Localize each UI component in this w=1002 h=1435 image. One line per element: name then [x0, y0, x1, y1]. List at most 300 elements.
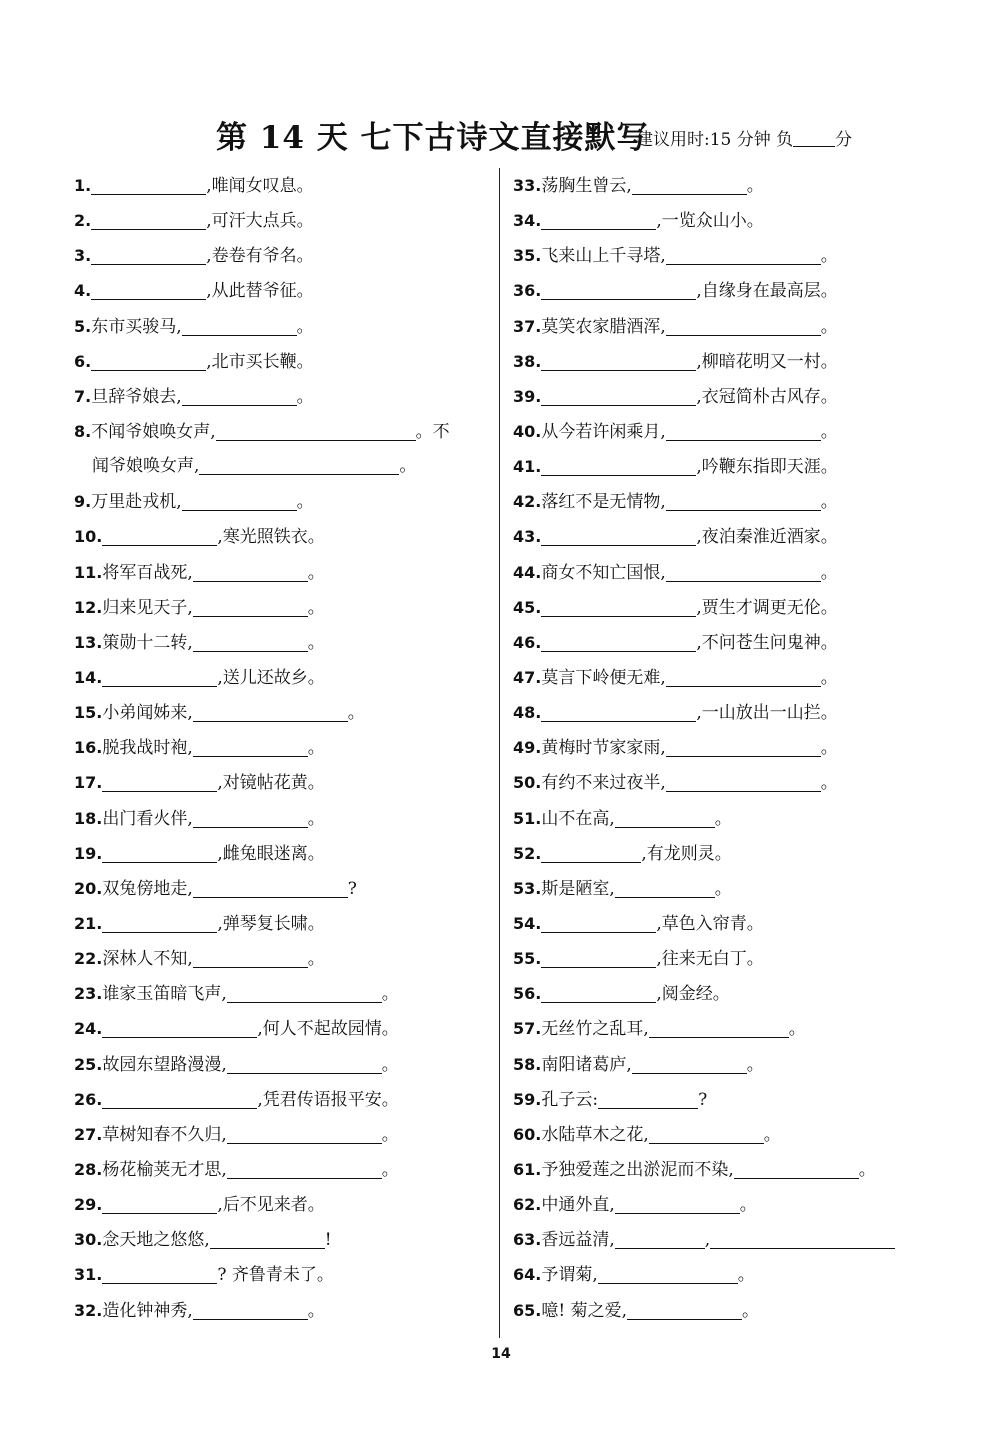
item-text: ,对镜帖花黄。 [217, 773, 325, 794]
item-text: 莫笑农家腊酒浑, [541, 316, 666, 337]
answer-blank[interactable] [182, 488, 297, 511]
item-text: 飞来山上千寻塔, [541, 246, 666, 267]
item-text: 故园东望路漫漫, [102, 1054, 227, 1075]
item-text: 噫! 菊之爱, [541, 1300, 627, 1321]
item-number: 61. [513, 1159, 542, 1179]
score-blank[interactable] [793, 128, 835, 147]
item-text: 斯是陋室, [541, 878, 615, 899]
answer-blank[interactable] [102, 664, 217, 687]
answer-blank[interactable] [193, 699, 348, 722]
list-item [74, 1257, 490, 1292]
item-number: 54. [513, 913, 542, 933]
answer-blank[interactable] [102, 769, 217, 792]
list-item [74, 590, 490, 625]
item-number: 60. [513, 1124, 542, 1144]
item-text: 。 [858, 1159, 876, 1180]
answer-blank[interactable] [627, 1297, 742, 1320]
answer-blank[interactable] [598, 1261, 738, 1284]
list-item [513, 1187, 933, 1222]
item-text: 。 [746, 1054, 764, 1075]
item-text: 。 [296, 492, 314, 513]
page-number: 14 [491, 1346, 511, 1362]
item-text: ? 齐鲁青未了。 [217, 1265, 334, 1286]
item-number: 8. [74, 421, 92, 441]
list-item [74, 414, 490, 449]
answer-blank[interactable] [615, 875, 715, 898]
page-title: 第 14 天 七下古诗文直接默写 [216, 120, 649, 156]
item-text: 从今若许闲乘月, [541, 421, 666, 442]
list-item [513, 1257, 933, 1292]
answer-blank[interactable] [666, 734, 821, 757]
item-text: 予独爱莲之出淤泥而不染, [541, 1159, 734, 1180]
answer-blank[interactable] [102, 523, 217, 546]
list-item [74, 801, 490, 836]
item-number: 16. [74, 738, 103, 758]
item-text: 。 [820, 562, 838, 583]
list-item [74, 203, 490, 238]
item-text: 无丝竹之乱耳, [541, 1019, 649, 1040]
item-text: 。 [788, 1019, 806, 1040]
list-item [513, 625, 933, 660]
item-text: 。不 [415, 421, 450, 442]
item-number: 39. [513, 386, 542, 406]
item-text: ? [698, 1089, 708, 1110]
list-item [513, 1222, 933, 1257]
list-item [74, 1152, 490, 1187]
item-text: ,凭君传语报平安。 [257, 1089, 399, 1110]
list-item [513, 976, 933, 1011]
item-number: 45. [513, 597, 542, 617]
item-text: 。 [714, 808, 732, 829]
item-number: 52. [513, 843, 542, 863]
list-item [513, 449, 933, 484]
answer-blank[interactable] [102, 1015, 257, 1038]
column-divider [499, 168, 500, 1338]
list-item [74, 519, 490, 554]
item-number: 29. [74, 1195, 103, 1215]
item-number: 22. [74, 949, 103, 969]
item-text: 。 [741, 1300, 759, 1321]
item-number: 23. [74, 984, 103, 1004]
list-item [513, 414, 933, 449]
list-item [513, 836, 933, 871]
item-text: 出门看火伴, [102, 808, 193, 829]
list-item [513, 203, 933, 238]
item-number: 42. [513, 492, 542, 512]
list-item [74, 238, 490, 273]
list-item [74, 906, 490, 941]
item-text: 。 [347, 703, 365, 724]
answer-blank[interactable] [91, 277, 206, 300]
answer-blank[interactable] [541, 945, 656, 968]
answer-blank[interactable] [632, 172, 747, 195]
item-number: 12. [74, 597, 103, 617]
answer-blank[interactable] [193, 629, 308, 652]
answer-blank[interactable] [102, 910, 217, 933]
item-number: 18. [74, 808, 103, 828]
answer-blank[interactable] [227, 1051, 382, 1074]
list-item [74, 625, 490, 660]
item-number: 64. [513, 1265, 542, 1285]
list-item [74, 1117, 490, 1152]
list-item [513, 660, 933, 695]
item-text: ,送儿还故乡。 [217, 667, 325, 688]
list-item [74, 379, 490, 414]
item-number: 51. [513, 808, 542, 828]
answer-blank[interactable] [227, 1121, 382, 1144]
item-text: ,唯闻女叹息。 [206, 176, 314, 196]
answer-blank[interactable] [666, 418, 821, 441]
item-text: ,一览众山小。 [656, 211, 764, 232]
item-text: 造化钟神秀, [102, 1300, 193, 1321]
answer-blank[interactable] [666, 242, 821, 265]
item-text: ,弹琴复长啸。 [217, 913, 325, 934]
list-item [513, 1082, 933, 1117]
answer-blank[interactable] [541, 629, 696, 652]
item-text: ,寒光照铁衣。 [217, 527, 325, 548]
answer-blank[interactable] [666, 769, 821, 792]
item-number: 5. [74, 316, 92, 336]
item-text: ? [347, 878, 357, 899]
item-number: 1. [74, 176, 92, 195]
item-text: 将军百战死, [102, 562, 193, 583]
item-number: 28. [74, 1159, 103, 1179]
answer-blank[interactable] [666, 664, 821, 687]
answer-blank[interactable] [666, 559, 821, 582]
list-item [513, 309, 933, 344]
list-item [513, 238, 933, 273]
item-number: 37. [513, 316, 542, 336]
item-number: 25. [74, 1054, 103, 1074]
item-text: 念天地之悠悠, [102, 1230, 210, 1251]
item-text: 。 [307, 808, 325, 829]
list-item [513, 1293, 933, 1328]
item-number: 33. [513, 176, 542, 195]
item-text: 闻爷娘唤女声, [92, 456, 200, 477]
list-item [74, 273, 490, 308]
item-text: ,北市买长鞭。 [206, 351, 314, 372]
answer-blank[interactable] [615, 1191, 740, 1214]
item-number: 4. [74, 281, 92, 301]
item-number: 15. [74, 703, 103, 723]
item-text: ,自缘身在最高层。 [696, 281, 838, 302]
item-number: 10. [74, 527, 103, 547]
answer-blank[interactable] [541, 594, 696, 617]
item-number: 20. [74, 878, 103, 898]
item-text: 商女不知亡国恨, [541, 562, 666, 583]
item-number: 30. [74, 1230, 103, 1250]
list-item [74, 555, 490, 590]
item-text: 。 [820, 667, 838, 688]
list-item [74, 976, 490, 1011]
time-note [636, 125, 852, 150]
item-number: 59. [513, 1089, 542, 1109]
list-item [74, 941, 490, 976]
list-item [513, 765, 933, 800]
list-item [74, 660, 490, 695]
item-text: 。 [307, 562, 325, 583]
answer-blank[interactable] [541, 348, 696, 371]
item-number: 34. [513, 211, 542, 231]
item-text: 。 [820, 492, 838, 513]
item-text: 。 [307, 632, 325, 653]
list-item [513, 590, 933, 625]
item-text: 。 [381, 984, 399, 1005]
item-number: 7. [74, 386, 92, 406]
answer-blank[interactable] [193, 1297, 308, 1320]
item-number: 49. [513, 738, 542, 758]
answer-blank[interactable] [632, 1051, 747, 1074]
item-text: 。 [746, 176, 764, 196]
answer-blank[interactable] [102, 840, 217, 863]
list-item [74, 1011, 490, 1046]
answer-blank[interactable] [227, 980, 382, 1003]
list-item [74, 765, 490, 800]
item-text: 。 [820, 316, 838, 337]
list-item [74, 1187, 490, 1222]
item-number: 17. [74, 773, 103, 793]
list-item [74, 484, 490, 519]
item-text: 水陆草木之花, [541, 1124, 649, 1145]
item-number: 36. [513, 281, 542, 301]
item-text: ! [324, 1230, 332, 1251]
item-number: 58. [513, 1054, 542, 1074]
item-text: 双兔傍地走, [102, 878, 193, 899]
answer-blank[interactable] [734, 1156, 859, 1179]
item-text: 孔子云: [541, 1089, 599, 1110]
item-text: 不闻爷娘唤女声, [91, 421, 216, 442]
answer-blank[interactable] [193, 805, 308, 828]
answer-blank[interactable] [541, 699, 696, 722]
item-number: 41. [513, 457, 542, 477]
list-item [513, 730, 933, 765]
item-text: ,阅金经。 [656, 984, 730, 1005]
right-column [513, 168, 933, 1328]
answer-blank[interactable] [102, 1261, 217, 1284]
item-number: 38. [513, 351, 542, 371]
item-text: 旦辞爷娘去, [91, 386, 182, 407]
list-item [513, 344, 933, 379]
list-item [74, 1082, 490, 1117]
item-text: 黄梅时节家家雨, [541, 738, 666, 759]
answer-blank[interactable] [615, 1226, 705, 1249]
item-text: 策勋十二转, [102, 632, 193, 653]
list-item [513, 379, 933, 414]
item-text: ,后不见来者。 [217, 1195, 325, 1216]
answer-blank[interactable] [210, 1226, 325, 1249]
item-number: 53. [513, 878, 542, 898]
item-text: ,可汗大点兵。 [206, 211, 314, 232]
answer-blank[interactable] [541, 277, 696, 300]
answer-blank[interactable] [91, 242, 206, 265]
list-item [74, 871, 490, 906]
item-number: 32. [74, 1300, 103, 1320]
item-number: 3. [74, 246, 92, 266]
item-number: 24. [74, 1019, 103, 1039]
item-text: 。 [820, 773, 838, 794]
answer-blank[interactable] [216, 418, 416, 441]
answer-blank[interactable] [91, 207, 206, 230]
item-number: 35. [513, 246, 542, 266]
list-item [513, 1117, 933, 1152]
list-item [74, 344, 490, 379]
list-item-continuation [74, 449, 490, 484]
answer-blank[interactable] [666, 488, 821, 511]
item-number: 57. [513, 1019, 542, 1039]
answer-blank[interactable] [102, 1191, 217, 1214]
item-number: 47. [513, 667, 542, 687]
item-text: ,柳暗花明又一村。 [696, 351, 838, 372]
score-suffix: 分 [835, 130, 853, 150]
item-text: 归来见天子, [102, 597, 193, 618]
item-text: 莫言下岭便无难, [541, 667, 666, 688]
item-text: 予谓菊, [541, 1265, 598, 1286]
list-item [74, 1293, 490, 1328]
answer-blank[interactable] [541, 207, 656, 230]
list-item [513, 906, 933, 941]
item-text: ,一山放出一山拦。 [696, 703, 838, 724]
item-text: 。 [763, 1124, 781, 1145]
item-number: 63. [513, 1230, 542, 1250]
answer-blank[interactable] [615, 805, 715, 828]
item-number: 13. [74, 632, 103, 652]
time-note-text: 建议用时:15 分钟 负 [636, 130, 794, 150]
answer-blank[interactable] [102, 1086, 257, 1109]
list-item [513, 871, 933, 906]
list-item [513, 484, 933, 519]
list-item [513, 1047, 933, 1082]
item-number: 56. [513, 984, 542, 1004]
item-text: ,雌兔眼迷离。 [217, 843, 325, 864]
answer-blank[interactable] [91, 348, 206, 371]
item-text: 脱我战时袍, [102, 738, 193, 759]
item-text: 。 [307, 738, 325, 759]
item-text: ,卷卷有爷名。 [206, 246, 314, 267]
list-item [74, 836, 490, 871]
item-text: 。 [737, 1265, 755, 1286]
item-number: 46. [513, 632, 542, 652]
item-text: ,衣冠简朴古风存。 [696, 386, 838, 407]
list-item [513, 519, 933, 554]
item-number: 27. [74, 1124, 103, 1144]
item-number: 19. [74, 843, 103, 863]
list-item [513, 801, 933, 836]
answer-blank[interactable] [193, 594, 308, 617]
answer-blank[interactable] [91, 172, 206, 195]
item-text: 。 [820, 738, 838, 759]
answer-blank[interactable] [199, 452, 399, 475]
item-text: 。 [307, 949, 325, 970]
item-text: 深林人不知, [102, 949, 193, 970]
item-text: 。 [381, 1054, 399, 1075]
item-text: 。 [739, 1195, 757, 1216]
item-text: ,贾生才调更无伦。 [696, 597, 838, 618]
list-item [513, 555, 933, 590]
item-text: 。 [399, 456, 417, 477]
item-number: 48. [513, 703, 542, 723]
item-text: 落红不是无情物, [541, 492, 666, 513]
item-text: ,夜泊秦淮近酒家。 [696, 527, 838, 548]
item-number: 31. [74, 1265, 103, 1285]
list-item [74, 1047, 490, 1082]
item-number: 50. [513, 773, 542, 793]
answer-blank[interactable] [649, 1015, 789, 1038]
item-text: 南阳诸葛庐, [541, 1054, 632, 1075]
list-item [513, 695, 933, 730]
answer-blank[interactable] [227, 1156, 382, 1179]
item-text: 有约不来过夜半, [541, 773, 666, 794]
answer-blank[interactable] [666, 313, 821, 336]
answer-blank[interactable] [182, 383, 297, 406]
item-text: ,不问苍生问鬼神。 [696, 632, 838, 653]
list-item [513, 1011, 933, 1046]
item-text: 。 [714, 878, 732, 899]
list-item [74, 695, 490, 730]
item-text: 。 [381, 1124, 399, 1145]
item-text: , [704, 1230, 711, 1251]
answer-blank[interactable] [541, 383, 696, 406]
item-text: 。 [296, 316, 314, 337]
list-item [513, 273, 933, 308]
item-text: ,草色入帘青。 [656, 913, 764, 934]
item-number: 26. [74, 1089, 103, 1109]
answer-blank[interactable] [193, 559, 308, 582]
item-number: 40. [513, 421, 542, 441]
item-text: 东市买骏马, [91, 316, 182, 337]
answer-blank[interactable] [598, 1086, 698, 1109]
list-item [74, 1222, 490, 1257]
item-number: 65. [513, 1300, 542, 1320]
item-number: 14. [74, 667, 103, 687]
answer-blank[interactable] [182, 313, 297, 336]
list-item [513, 941, 933, 976]
answer-blank[interactable] [541, 523, 696, 546]
item-text: 。 [820, 246, 838, 267]
item-number: 43. [513, 527, 542, 547]
list-item [74, 309, 490, 344]
answer-blank[interactable] [193, 875, 348, 898]
answer-blank[interactable] [541, 453, 696, 476]
item-number: 21. [74, 913, 103, 933]
item-text: 。 [307, 1300, 325, 1321]
item-text: ,吟鞭东指即天涯。 [696, 457, 838, 478]
item-text: 荡胸生曾云, [541, 176, 632, 196]
answer-blank[interactable] [710, 1226, 895, 1249]
item-text: 。 [381, 1159, 399, 1180]
item-text: ,往来无白丁。 [656, 949, 764, 970]
item-number: 11. [74, 562, 103, 582]
item-text: 小弟闻姊来, [102, 703, 193, 724]
item-number: 9. [74, 492, 92, 512]
item-text: 谁家玉笛暗飞声, [102, 984, 227, 1005]
item-text: ,从此替爷征。 [206, 281, 314, 302]
item-text: 万里赴戎机, [91, 492, 182, 513]
answer-blank[interactable] [541, 980, 656, 1003]
answer-blank[interactable] [649, 1121, 764, 1144]
answer-blank[interactable] [193, 945, 308, 968]
item-number: 2. [74, 211, 92, 231]
item-text: 香远益清, [541, 1230, 615, 1251]
answer-blank[interactable] [541, 910, 656, 933]
item-number: 55. [513, 949, 542, 969]
answer-blank[interactable] [193, 734, 308, 757]
item-text: ,有龙则灵。 [641, 843, 732, 864]
item-text: ,何人不起故园情。 [257, 1019, 399, 1040]
item-text: 中通外直, [541, 1195, 615, 1216]
item-text: 山不在高, [541, 808, 615, 829]
list-item [513, 1152, 933, 1187]
answer-blank[interactable] [541, 840, 641, 863]
